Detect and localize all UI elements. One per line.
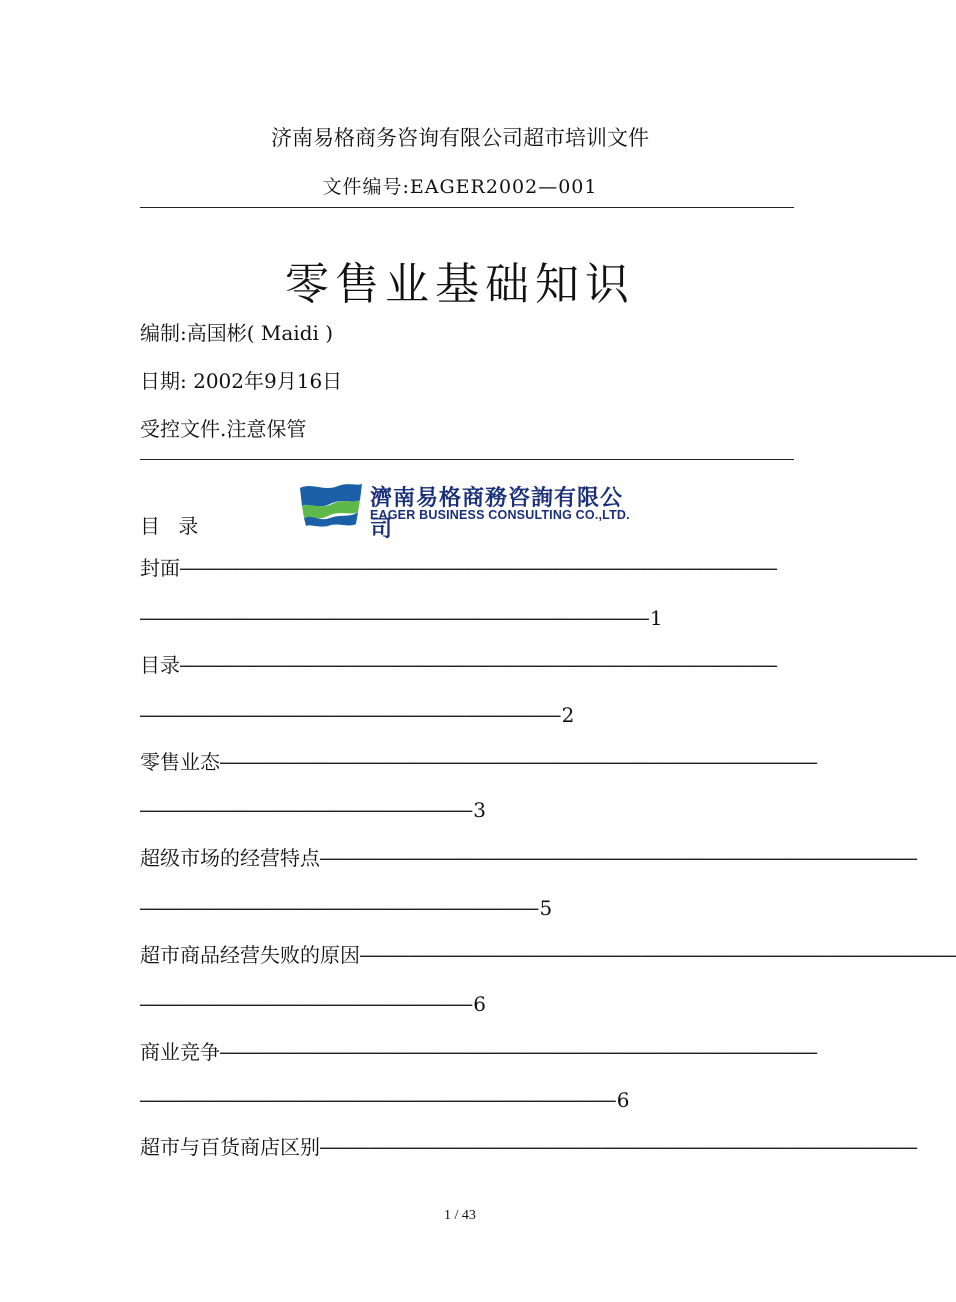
toc-entry-title: 零售业态 bbox=[140, 750, 220, 774]
logo-english-name: EAGER BUSINESS CONSULTING CO.,LTD. bbox=[370, 508, 630, 522]
top-divider bbox=[140, 207, 794, 208]
toc-leader: —————————————————————————————————————————————————————— bbox=[220, 750, 817, 774]
toc-entry-supermarket-features[interactable] bbox=[140, 843, 917, 873]
toc-entry-page: 2 bbox=[561, 703, 575, 727]
toc-entry-contents-cont bbox=[140, 700, 575, 730]
toc-entry-title: 超市与百货商店区别 bbox=[140, 1135, 320, 1159]
toc-entry-cover[interactable] bbox=[140, 553, 777, 583]
toc-entry-page: 6 bbox=[616, 1088, 630, 1112]
logo-chinese-name: 濟南易格商務咨詢有限公司 bbox=[370, 486, 624, 542]
middle-divider bbox=[140, 459, 794, 460]
toc-leader: ——————————————————————————————————————————— bbox=[140, 1088, 615, 1112]
toc-entry-title: 商业竞争 bbox=[140, 1040, 220, 1064]
toc-entry-competition[interactable] bbox=[140, 1037, 817, 1067]
toc-leader: —————————————————————————————————————— bbox=[140, 703, 560, 727]
toc-entry-retail-formats[interactable] bbox=[140, 747, 817, 777]
toc-entry-supermarket-features-cont bbox=[140, 893, 553, 923]
toc-leader: —————————————————————————————————————————————————————— bbox=[180, 653, 777, 677]
toc-entry-page: 6 bbox=[473, 992, 486, 1016]
document-number: 文件编号:EAGER2002—001 bbox=[322, 176, 598, 198]
toc-leader: —————————————————————————————————————————————————————— bbox=[320, 1135, 917, 1159]
toc-entry-title: 封面 bbox=[140, 556, 180, 580]
page-title: 零售业基础知识 bbox=[285, 259, 635, 310]
toc-heading: 目 录 bbox=[140, 514, 205, 538]
toc-leader: —————————————————————————————— bbox=[140, 798, 472, 822]
wave-flag-icon bbox=[298, 482, 364, 528]
date-line: 日期: 2002年9月16日 bbox=[140, 369, 343, 393]
toc-entry-title: 超市商品经营失败的原因 bbox=[140, 943, 360, 967]
toc-leader: ———————————————————————————————————— bbox=[140, 896, 538, 920]
toc-entry-page: 1 bbox=[649, 606, 663, 630]
toc-entry-failure-reasons[interactable] bbox=[140, 940, 956, 970]
toc-entry-vs-department-store[interactable] bbox=[140, 1132, 917, 1162]
toc-entry-title: 目录 bbox=[140, 653, 180, 677]
toc-entry-page: 3 bbox=[473, 798, 486, 822]
toc-leader: —————————————————————————————————————————————————————— bbox=[220, 1040, 817, 1064]
toc-leader: —————————————————————————————————————————————————————— bbox=[360, 943, 956, 967]
company-line: 济南易格商务咨询有限公司超市培训文件 bbox=[271, 126, 649, 150]
toc-entry-contents[interactable] bbox=[140, 650, 777, 680]
toc-entry-page: 5 bbox=[539, 896, 553, 920]
toc-entry-failure-reasons-cont bbox=[140, 989, 486, 1019]
toc-entry-competition-cont bbox=[140, 1085, 630, 1115]
toc-leader: —————————————————————————————— bbox=[140, 992, 472, 1016]
page-indicator: 1 / 43 bbox=[444, 1208, 476, 1223]
control-notice: 受控文件.注意保管 bbox=[140, 417, 307, 441]
toc-entry-retail-formats-cont bbox=[140, 795, 486, 825]
toc-entry-cover-cont bbox=[140, 603, 663, 633]
toc-leader: —————————————————————————————————————————————————————— bbox=[320, 846, 917, 870]
toc-leader: —————————————————————————————————————————————————————— bbox=[180, 556, 777, 580]
company-logo bbox=[298, 480, 643, 542]
author-line: 编制:高国彬( Maidi ) bbox=[140, 321, 334, 345]
toc-entry-title: 超级市场的经营特点 bbox=[140, 846, 320, 870]
toc-leader: —————————————————————————————————————————————— bbox=[140, 606, 648, 630]
